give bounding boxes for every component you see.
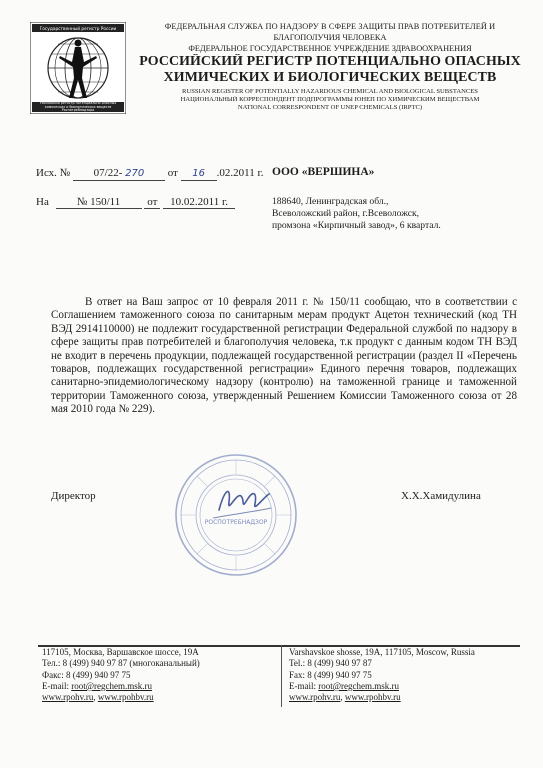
footer-site-link-1-ru[interactable]: www.rpohv.ru — [42, 692, 94, 703]
letter-body: В ответ на Ваш запрос от 10 февраля 2011 г. № 150/11 сообщаю, что в соответствии с Соглашением таможенного союза по санитарным мерам продукт Ацетон технический (код ТН ВЭД 2914110000) не подлежит государственной регистрации Федеральной службой по надзору в сфере защиты прав потребителей и благополучия человека, т.к продукт с данным кодом ТН ВЭД не входит в перечень продукции, подлежащей государственной регистрации (раздел II «Перечень товаров, подлежащих государственной регистрации» Единого перечня товаров, подлежащих санитарно-эпидемиологическому надзору (контролю) на таможенной границе и таможенной территории Таможенного союза, утвержденный Решением Комиссии Таможенного союза от 28 мая 2010 года № 229). — [51, 296, 517, 416]
incoming-date: 10.02.2011 г. — [163, 196, 235, 209]
outgoing-from-label: от — [167, 167, 178, 179]
footer-fax-ru: Факс: 8 (499) 940 97 75 — [42, 669, 131, 680]
footer-site-link-2-ru[interactable]: www.rpohbv.ru — [97, 692, 154, 703]
incoming-label: На — [36, 196, 49, 208]
outgoing-number: 07/22- 270 — [73, 167, 165, 181]
organization-title-line-1: РОССИЙСКИЙ РЕГИСТР ПОТЕНЦИАЛЬНО ОПАСНЫХ — [139, 54, 521, 69]
footer-site-link-1-en[interactable]: www.rpohv.ru — [289, 692, 341, 703]
english-name-line-1: RUSSIAN REGISTER OF POTENTIALLY HAZARDOUS CHEMICAL AND BIOLOGICAL SUBSTANCES — [182, 88, 478, 95]
footer-phone-ru: Тел.: 8 (499) 940 97 87 (многоканальный) — [42, 658, 200, 669]
outgoing-date-rest: .02.2011 г. — [216, 167, 264, 179]
recipient-address-line-2: Всеволожский район, г.Всеволожск, — [272, 208, 420, 219]
recipient-address-line-1: 188640, Ленинградская обл., — [272, 196, 389, 207]
incoming-number: № 150/11 — [56, 196, 142, 209]
logo-top-text: Государственный регистр России — [39, 27, 117, 32]
footer-address-en: Varshavskoe shosse, 19A, 117105, Moscow, Russia — [289, 647, 475, 657]
footer-email-link-en[interactable]: root@regchem.msk.ru — [318, 680, 400, 691]
outgoing-number-handwritten: 270 — [125, 168, 145, 179]
recipient-name: ООО «ВЕРШИНА» — [272, 166, 375, 178]
signer-name: Х.Х.Хамидулина — [401, 490, 481, 502]
recipient-address-line-3: промзона «Кирпичный завод», 6 квартал. — [272, 220, 441, 231]
incoming-reference — [36, 196, 235, 209]
organization-title-line-2: ХИМИЧЕСКИХ И БИОЛОГИЧЕСКИХ ВЕЩЕСТВ — [163, 70, 497, 85]
footer-email-link-ru[interactable]: root@regchem.msk.ru — [71, 680, 153, 691]
agency-line-2: БЛАГОПОЛУЧИЯ ЧЕЛОВЕКА — [273, 33, 387, 42]
footer-column-divider — [281, 645, 282, 707]
footer-email-label-en: E-mail: — [289, 680, 316, 691]
register-logo — [30, 22, 126, 114]
footer-site-link-2-en[interactable]: www.rpohbv.ru — [344, 692, 401, 703]
correspondent-line: НАЦИОНАЛЬНЫЙ КОРРЕСПОНДЕНТ ПОДПРОГРАММЫ ЮНЕП ПО ХИМИЧЕСКИМ ВЕЩЕСТВАМ — [180, 96, 480, 103]
agency-line-1: ФЕДЕРАЛЬНАЯ СЛУЖБА ПО НАДЗОРУ В СФЕРЕ ЗАЩИТЫ ПРАВ ПОТРЕБИТЕЛЕЙ И — [164, 22, 496, 31]
footer-phone-en: Tel.: 8 (499) 940 97 87 — [289, 658, 372, 669]
official-stamp — [173, 452, 299, 578]
incoming-from-label: от — [144, 196, 160, 209]
footer-fax-en: Fax: 8 (499) 940 97 75 — [289, 669, 372, 680]
signer-position: Директор — [51, 490, 96, 502]
footer-contacts-ru: 117105, Москва, Варшавское шоссе, 19А Тел.: 8 (499) 940 97 87 (многоканальный) Факс: 8 (499) 940 97 75 E-mail: root@regchem.msk.ru www.rpohv.ru, www.rpohbv.ru — [42, 647, 200, 703]
logo-bottom-text: Российский регистр потенциально опасных химических и биологических веществ Роспотребнадзора — [39, 102, 117, 112]
signature-scribble — [219, 492, 269, 510]
outgoing-label: Исх. № — [36, 167, 71, 179]
outgoing-day-handwritten: 16 — [192, 168, 205, 179]
footer-contacts-en: Varshavskoe shosse, 19A, 117105, Moscow, Russia Tel.: 8 (499) 940 97 87 Fax: 8 (499) 940 97 75 E-mail: root@regchem.msk.ru www.rpohv.ru, www.rpohbv.ru — [289, 647, 475, 703]
footer-email-label-ru: E-mail: — [42, 680, 69, 691]
agency-line-3: ФЕДЕРАЛЬНОЕ ГОСУДАРСТВЕННОЕ УЧРЕЖДЕНИЕ ЗДРАВООХРАНЕНИЯ — [188, 44, 472, 53]
english-correspondent-line: NATIONAL CORRESPONDENT OF UNEP CHEMICALS (IRPTC) — [237, 104, 423, 111]
footer-address-ru: 117105, Москва, Варшавское шоссе, 19А — [42, 647, 199, 657]
stamp-center-text: РОСПОТРЕБНАДЗОР — [204, 519, 268, 526]
outgoing-day — [181, 167, 217, 181]
outgoing-reference — [36, 167, 263, 181]
